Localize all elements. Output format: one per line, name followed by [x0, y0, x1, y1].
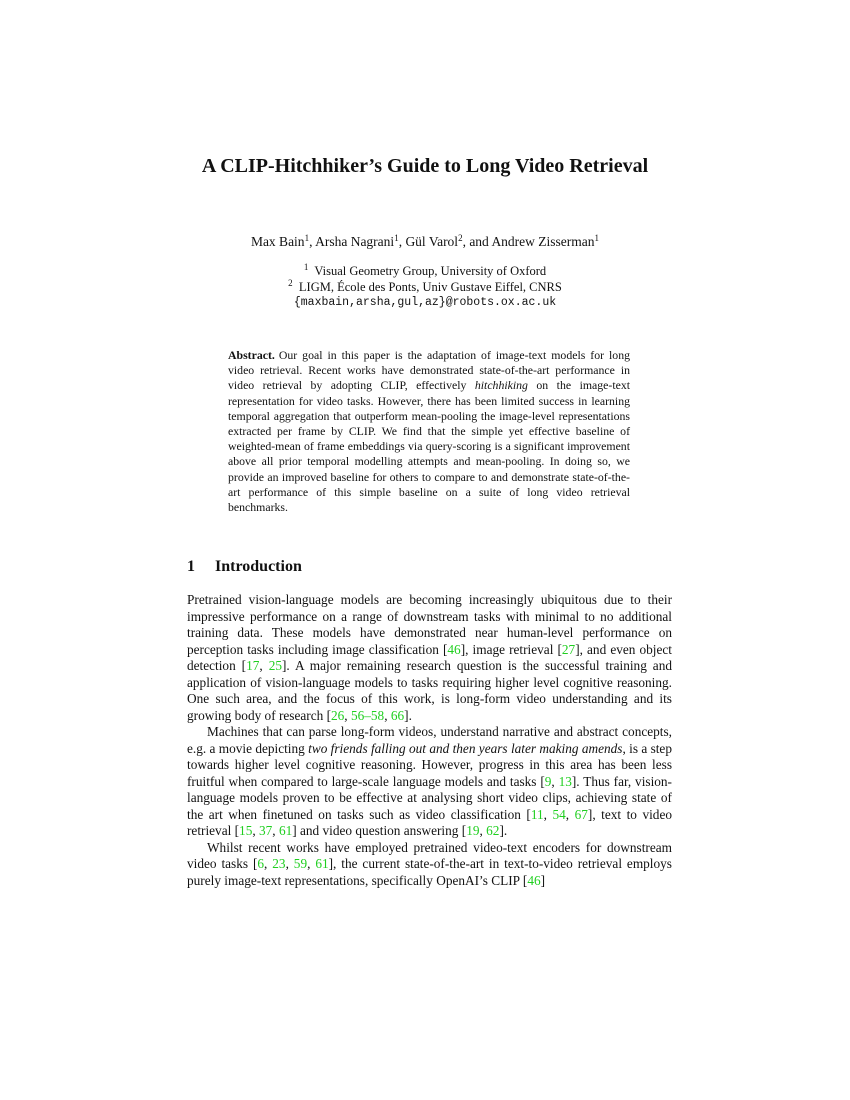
citation-link[interactable]: 59	[293, 856, 308, 871]
citation-link[interactable]: 15	[239, 823, 253, 838]
citation-link[interactable]: 23	[272, 856, 286, 871]
paper-title: A CLIP-Hitchhiker’s Guide to Long Video Retrieval	[201, 155, 649, 177]
citation-link[interactable]: 61	[315, 856, 329, 871]
citation-link[interactable]: 27	[561, 641, 576, 657]
citation-link[interactable]: 46	[447, 641, 461, 657]
author: Max Bain$^1$,	[250, 233, 316, 249]
author: Gül Varol$^2$, and	[405, 233, 492, 249]
section-heading: 1 Introduction	[187, 558, 302, 575]
citation-link[interactable]: 11	[530, 806, 544, 822]
author-list	[160, 233, 690, 250]
citation-link[interactable]: 67	[574, 806, 588, 822]
citation-link[interactable]: 54	[552, 806, 566, 822]
abstract: Abstract. Our goal in this paper is the adaptation of image-text models for long video retrieval. Recent works have demonstrated state-of-the-art performance in video retrieval by adopting CLIP, effectively hitchhiking on the image-text representation for video tasks. However, there has been limited success in learning temporal aggregation that outperform mean-pooling the image-level representations extracted per frame by CLIP. We find that the simple yet effective baseline of weighted-mean of frame embeddings via query-scoring is a significant improvement above all prior temporal modelling attempts and mean-pooling. In doing so, we provide an improved baseline for others to compare to and demonstrate state-of-the-art performance of this simple baseline on a suite of long video retrieval benchmarks.	[228, 348, 631, 515]
citation-link[interactable]: 61	[278, 823, 293, 838]
introduction-body	[187, 592, 672, 889]
citation-link[interactable]: 19	[466, 823, 480, 838]
abstract-label: Abstract.	[228, 348, 275, 362]
author: Arsha Nagrani$^1$,	[315, 233, 406, 249]
author: Andrew Zisserman$^1$	[491, 233, 600, 249]
citation-link[interactable]: 13	[558, 773, 572, 789]
citation-link[interactable]: 37	[259, 823, 273, 838]
citation-link[interactable]: 6	[257, 856, 265, 871]
citation-link[interactable]: 26	[331, 707, 345, 723]
affiliation-2: $^2$ LIGM, École des Ponts, Univ Gustave Eiffel, CNRS	[288, 277, 562, 294]
paragraph: Whilst recent works have employed pretrained video-text encoders for downstream video tasks [6, 23, 59, 61], the current state-of-the-art in text-to-video retrieval employs purely image-text representations, specifically OpenAI’s CLIP [46]	[187, 839, 672, 888]
author-emails: {maxbain,arsha,gul,az}@robots.ox.ac.uk	[293, 296, 557, 309]
affiliation-1: $^1$ Visual Geometry Group, University of Oxford	[303, 262, 547, 278]
affiliations	[160, 264, 690, 311]
citation-link[interactable]: 62	[486, 823, 500, 838]
citation-link[interactable]: 46	[527, 872, 541, 888]
paragraph: Machines that can parse long-form videos, understand narrative and abstract concepts, e.g. a movie depicting two friends falling out and then years later making amends, is a step towards higher level cognitive reasoning. However, progress in this area has been less fruitful when compared to large-scale language models and tasks [9, 13]. Thus far, vision-language models proven to be effective at analysing short video clips, achieving state of the art when finetuned on tasks such as video classification [11, 54, 67], text to video retrieval [15, 37, 61] and video question answering [19, 62].	[187, 724, 672, 838]
citation-link[interactable]: 66	[390, 707, 405, 723]
citation-link[interactable]: 25	[268, 658, 282, 673]
citation-link[interactable]: 17	[246, 658, 260, 673]
citation-link[interactable]: 56–58	[350, 707, 385, 723]
paragraph: Pretrained vision-language models are becoming increasingly ubiquitous due to their impressive performance on a range of downstream tasks with minimal to no additional training data. These models have demonstrated near human-level performance on perception tasks including image classification [46], image retrieval [27], and even object detection [17, 25]. A major remaining research question is the successful training and application of vision-language models to tasks requiring higher level cognitive reasoning. One such area, and the focus of this work, is long-form video understanding and its growing body of research [26, 56–58, 66].	[187, 592, 672, 723]
citation-link[interactable]: 9	[544, 773, 552, 789]
